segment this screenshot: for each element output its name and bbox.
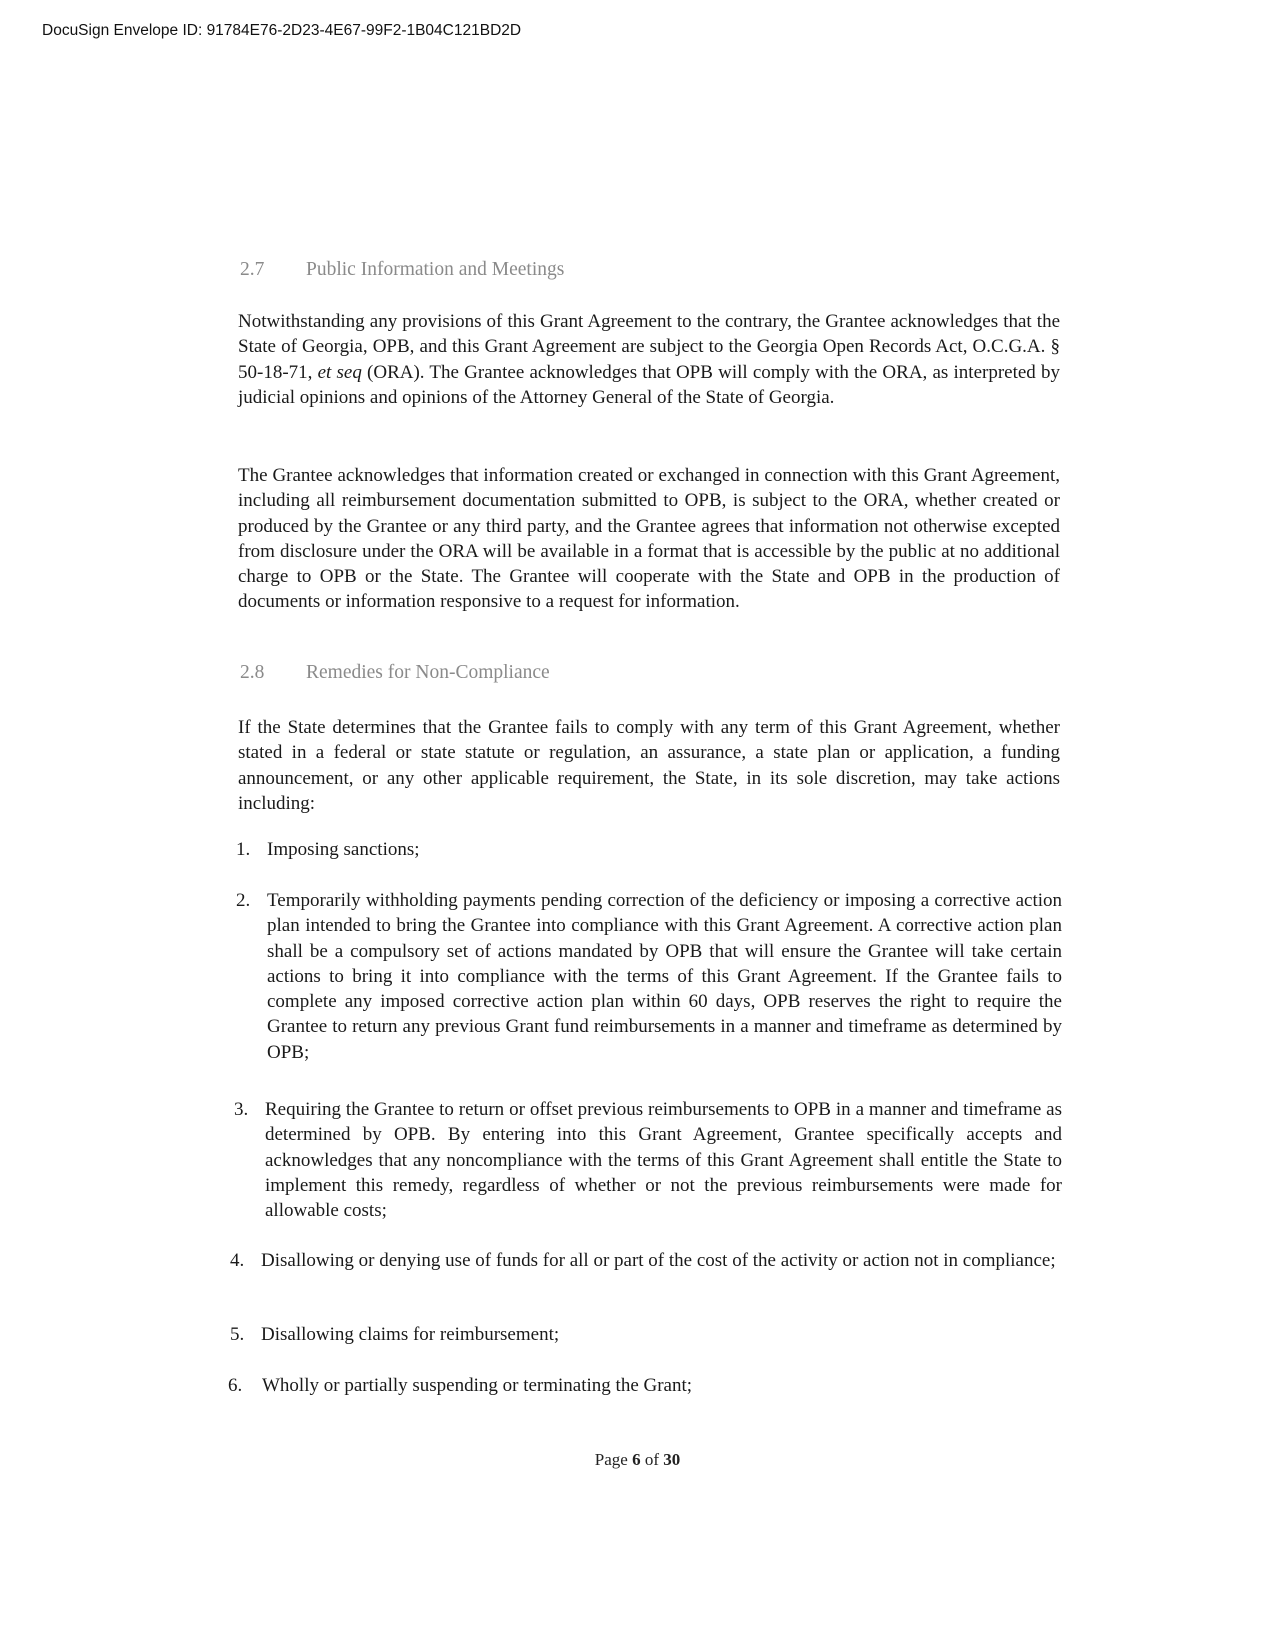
page-of-label: of <box>644 1450 659 1469</box>
list-item-text: Disallowing or denying use of funds for all or part of the cost of the activity or action not in compliance; <box>261 1250 1056 1271</box>
list-item-text: Requiring the Grantee to return or offset previous reimbursements to OPB in a manner and timeframe as determined by OPB. By entering into this Grant Agreement, Grantee specifically accepts and acknowledges that any noncompliance with the terms of this Grant Agreement shall entitle the State to implement this remedy, regardless of whether or not the previous reimbursements were made for allowable costs; <box>265 1099 1062 1222</box>
list-item <box>236 888 1062 1065</box>
section-heading-2-7 <box>240 259 564 281</box>
paragraph-ora-information: The Grantee acknowledges that information created or exchanged in connection with this Grant Agreement, including all reimbursement documentation submitted to OPB, is subject to the ORA, whether created or produced by the Grantee or any third party, and the Grantee agrees that information not otherwise excepted from disclosure under the ORA will be available in a format that is accessible by the public at no additional charge to OPB or the State. The Grantee will cooperate with the State and OPB in the production of documents or information responsive to a request for information. <box>238 465 1060 613</box>
paragraph-remedies-intro: If the State determines that the Grantee fails to comply with any term of this Grant Agreement, whether stated in a federal or state statute or regulation, an assurance, a state plan or application, a funding announcement, or any other applicable requirement, the State, in its sole discretion, may take actions including: <box>238 717 1060 814</box>
list-item-text: Temporarily withholding payments pending correction of the deficiency or imposing a corrective action plan intended to bring the Grantee into compliance with this Grant Agreement. A corrective action plan shall be a compulsory set of actions mandated by OPB that will ensure the Grantee will take certain actions to bring it into compliance with the terms of this Grant Agreement. If the Grantee fails to complete any imposed corrective action plan within 60 days, OPB reserves the right to require the Grantee to return any previous Grant fund reimbursements in a manner and timeframe as determined by OPB; <box>267 890 1062 1063</box>
list-item-number: 1. <box>236 839 251 860</box>
list-item-number: 4. <box>230 1250 245 1271</box>
paragraph-ora-subject <box>238 309 1060 410</box>
section-title: Public Information and Meetings <box>306 259 565 280</box>
page-label: Page <box>594 1450 628 1469</box>
list-item <box>236 837 1062 862</box>
list-item <box>230 1322 1060 1347</box>
section-number: 2.8 <box>240 662 265 683</box>
list-item-text: Imposing sanctions; <box>267 839 420 860</box>
list-item-number: 2. <box>236 890 251 911</box>
list-item <box>230 1248 1060 1273</box>
page-number <box>0 1450 1275 1470</box>
list-item-number: 5. <box>230 1324 245 1345</box>
list-item-text: Wholly or partially suspending or terminating the Grant; <box>262 1375 693 1396</box>
list-item <box>228 1373 1060 1398</box>
section-number: 2.7 <box>240 259 265 280</box>
section-title: Remedies for Non-Compliance <box>306 662 550 683</box>
docusign-envelope-id: DocuSign Envelope ID: 91784E76-2D23-4E67-99F2-1B04C121BD2D <box>42 22 522 39</box>
list-item-text: Disallowing claims for reimbursement; <box>261 1324 560 1345</box>
list-item <box>234 1097 1062 1223</box>
list-item-number: 6. <box>228 1375 243 1396</box>
emphasis-et-seq: et seq <box>317 361 362 383</box>
page-total: 30 <box>663 1450 681 1469</box>
page-current: 6 <box>632 1450 641 1469</box>
section-heading-2-8 <box>240 662 550 684</box>
paragraph-text: (ORA). The Grantee acknowledges that OPB will comply with the ORA, as interpreted by judicial opinions and opinions of the Attorney General of the State of Georgia. <box>238 361 1060 408</box>
list-item-number: 3. <box>234 1099 249 1120</box>
paragraph-text: Notwithstanding any provisions of this Grant Agreement to the contrary, the Grantee acknowledges that the State of Georgia, OPB, and this Grant Agreement are subject to the Georgia Open Records Act, O.C.G.A. § 50-18-71, <box>238 311 1060 383</box>
